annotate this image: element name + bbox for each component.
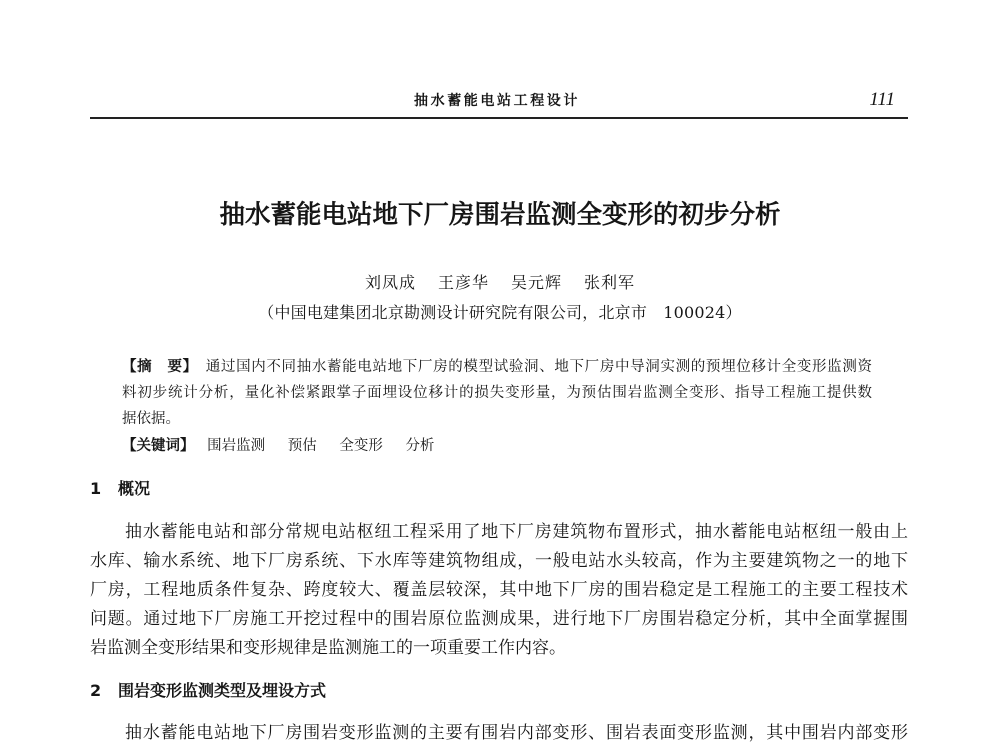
author-name: 刘凤成 [364,273,416,292]
author-name: 张利军 [584,273,636,292]
abstract-line: 据依据。 [122,411,180,427]
paragraph-line: 厂房，工程地质条件复杂、跨度较大、覆盖层较深，其中地下厂房的围岩稳定是工程施工的主要工程技术 [90,579,908,600]
article-title: 抽水蓄能电站地下厂房围岩监测全变形的初步分析 [219,200,781,230]
section-title: 围岩变形监测类型及埋设方式 [118,681,327,700]
running-header-journal-title: 抽水蓄能电站工程设计 [414,93,580,109]
header-rule [90,117,908,119]
paragraph-line: 抽水蓄能电站和部分常规电站枢纽工程采用了地下厂房建筑物布置形式，抽水蓄能电站枢纽一般由上 [125,521,908,542]
section-paragraph [90,719,908,748]
section-heading [90,480,150,498]
keywords [122,433,872,459]
paragraph-line: 问题。通过地下厂房施工开挖过程中的围岩原位监测成果，进行地下厂房围岩稳定分析，其中全面掌握围 [90,608,908,629]
section-number: 1 [90,479,102,498]
abstract-line: 料初步统计分析，量化补偿紧跟掌子面埋设位移计的损失变形量，为预估围岩监测全变形、指导工程施工提供数 [122,385,872,401]
abstract [122,354,872,432]
abstract-line [122,354,872,380]
keyword: 全变形 [339,438,383,454]
abstract-label: 【摘 要】 [122,359,198,375]
paragraph-line: 岩监测全变形结果和变形规律是监测施工的一项重要工作内容。 [90,637,566,658]
section-title: 概况 [118,479,151,498]
author-list [0,273,1000,293]
paragraph-line: 抽水蓄能电站地下厂房围岩变形监测的主要有围岩内部变形、围岩表面变形监测，其中围岩内部变形 [125,722,908,743]
paragraph-line: 水库、输水系统、地下厂房系统、下水库等建筑物组成，一般电站水头较高，作为主要建筑物之一的地下 [90,550,908,571]
section-number: 2 [90,681,102,700]
section-paragraph [90,518,908,663]
keywords-label: 【关键词】 [122,438,195,454]
author-name: 王彦华 [437,273,489,292]
abstract-text: 通过国内不同抽水蓄能电站地下厂房的模型试验洞、地下厂房中导洞实测的预埋位移计全变形监测资 [205,359,872,375]
keyword: 围岩监测 [207,438,266,454]
author-name: 吴元辉 [511,273,563,292]
page-number: 111 [869,89,895,110]
section-heading [90,682,326,700]
keyword: 分析 [405,438,435,454]
keyword: 预估 [287,438,317,454]
author-affiliation: （中国电建集团北京勘测设计研究院有限公司，北京市 100024） [258,303,742,322]
